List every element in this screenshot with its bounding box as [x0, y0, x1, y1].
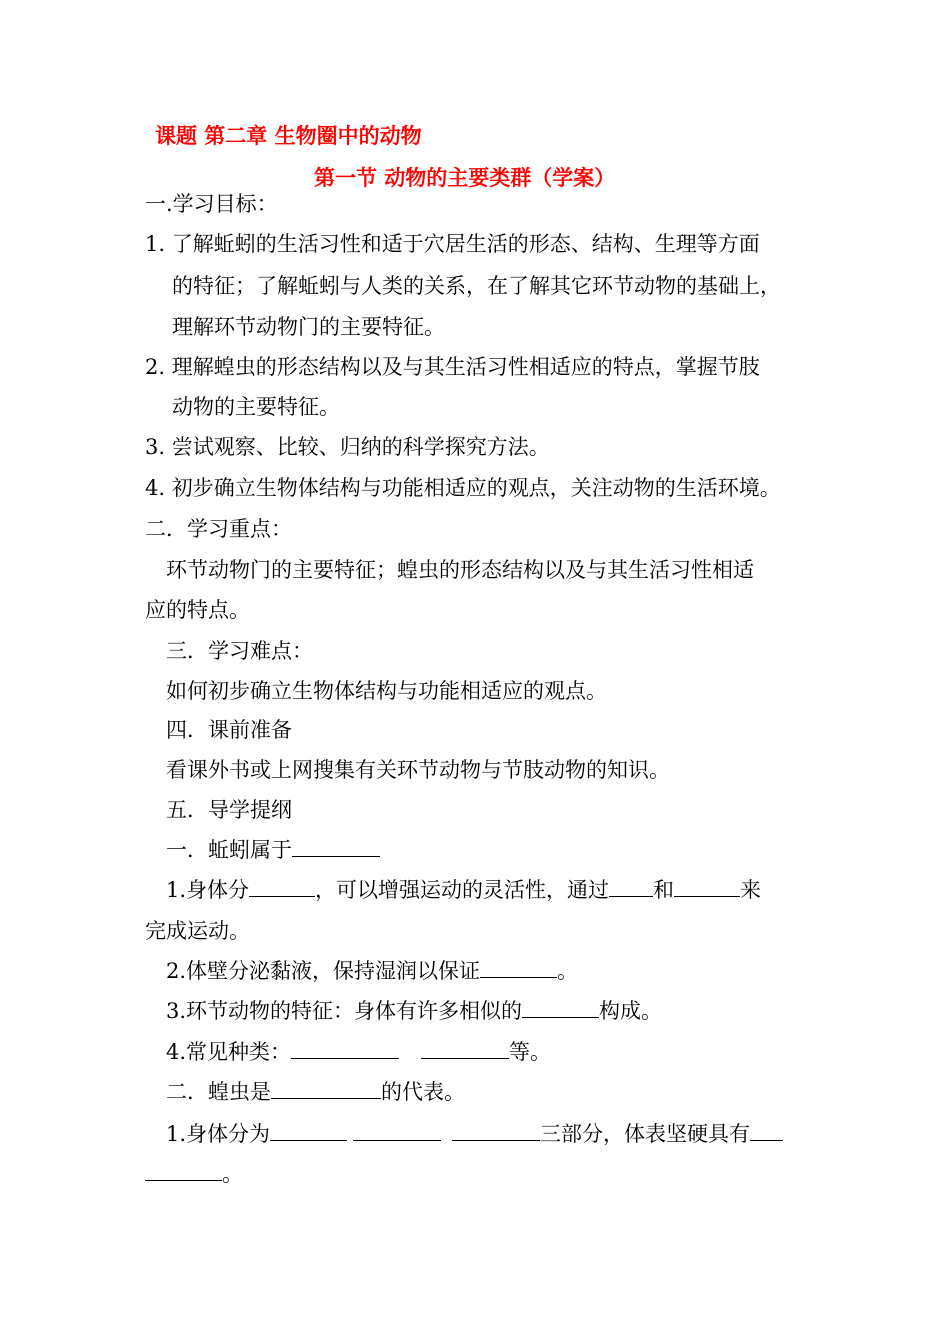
answer-blank [421, 1038, 509, 1059]
goal-2-line-1: 2. 理解蝗虫的形态结构以及与其生活习性相适应的特点，掌握节肢 [145, 355, 760, 379]
section-heading-outline: 五．导学提纲 [166, 798, 292, 822]
question-earthworm-text: 一．蚯蚓属于 [166, 838, 292, 862]
goal-1-line-2: 的特征；了解蚯蚓与人类的关系，在了解其它环节动物的基础上， [172, 274, 781, 298]
question-text: 4.常见种类： [166, 1040, 292, 1064]
answer-blank [522, 997, 599, 1018]
question-text: 的代表。 [381, 1080, 465, 1104]
key-points-line-2: 应的特点。 [145, 598, 250, 622]
question-earthworm-4 [166, 1038, 551, 1066]
answer-blank [674, 876, 740, 897]
question-text: 构成。 [599, 999, 663, 1023]
difficulty-text: 如何初步确立生物体结构与功能相适应的观点。 [166, 679, 607, 703]
key-points-line-1: 环节动物门的主要特征；蝗虫的形态结构以及与其生活习性相适 [166, 558, 754, 582]
question-text: 等。 [509, 1040, 552, 1064]
question-locust-1-line-2 [145, 1160, 243, 1188]
section-heading-preparation: 四．课前准备 [166, 718, 292, 742]
question-text: 1.身体分为 [166, 1122, 271, 1146]
question-earthworm-1 [166, 876, 761, 904]
question-text: 。 [222, 1162, 243, 1186]
question-text: 3.环节动物的特征：身体有许多相似的 [166, 999, 523, 1023]
answer-blank [452, 1120, 540, 1141]
question-text: 和 [653, 878, 675, 902]
document-title-section: 第一节 动物的主要类群（学案） [314, 165, 616, 190]
goal-1-line-1: 1. 了解蚯蚓的生活习性和适于穴居生活的形态、结构、生理等方面 [145, 232, 760, 256]
answer-blank [292, 836, 380, 857]
question-text: ，可以增强运动的灵活性，通过 [315, 878, 610, 902]
question-earthworm [166, 836, 380, 864]
answer-blank [609, 876, 653, 897]
answer-blank [249, 876, 315, 897]
document-title-chapter: 课题 第二章 生物圈中的动物 [155, 123, 422, 148]
goal-3: 3. 尝试观察、比较、归纳的科学探究方法。 [145, 435, 550, 459]
answer-blank [480, 957, 557, 978]
question-locust [166, 1078, 465, 1106]
goal-1-line-3: 理解环节动物门的主要特征。 [172, 315, 445, 339]
question-text: 1.身体分 [166, 878, 250, 902]
question-text: 来 [740, 878, 762, 902]
question-text: 三部分，体表坚硬具有 [540, 1122, 751, 1146]
question-text: 。 [557, 959, 579, 983]
answer-blank [271, 1078, 381, 1099]
section-heading-key-points: 二．学习重点： [145, 517, 292, 541]
question-earthworm-2 [166, 957, 578, 985]
section-heading-goals: 一.学习目标： [145, 192, 278, 216]
question-text: 2.体壁分泌黏液，保持湿润以保证 [166, 959, 481, 983]
answer-blank [750, 1120, 783, 1141]
goal-2-line-2: 动物的主要特征。 [172, 395, 340, 419]
goal-4: 4. 初步确立生物体结构与功能相适应的观点，关注动物的生活环境。 [145, 476, 781, 500]
answer-blank [270, 1120, 347, 1141]
preparation-text: 看课外书或上网搜集有关环节动物与节肢动物的知识。 [166, 758, 670, 782]
question-earthworm-1-line-2: 完成运动。 [145, 919, 250, 943]
answer-blank [353, 1120, 441, 1141]
answer-blank [145, 1160, 222, 1181]
question-text: 二．蝗虫是 [166, 1080, 271, 1104]
answer-blank [291, 1038, 399, 1059]
question-earthworm-3 [166, 997, 662, 1025]
section-heading-difficulty: 三．学习难点： [166, 639, 313, 663]
question-locust-1 [166, 1120, 783, 1148]
